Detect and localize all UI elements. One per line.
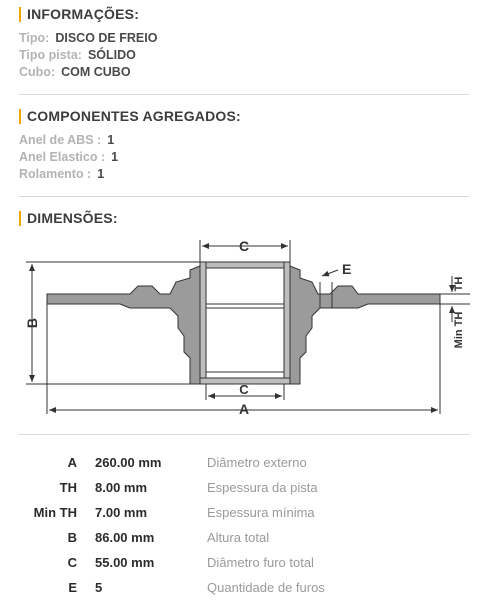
spec-value: 86.00 mm xyxy=(95,530,155,545)
spec-row xyxy=(0,455,492,473)
component-label: Anel de ABS : xyxy=(19,133,102,147)
spec-code: Min TH xyxy=(33,505,77,520)
spec-value: 260.00 mm xyxy=(95,455,162,470)
label-a: A xyxy=(238,401,250,417)
spec-code: A xyxy=(67,455,77,470)
component-label: Anel Elastico : xyxy=(19,150,106,164)
dimension-a xyxy=(47,304,440,414)
label-c-top: C xyxy=(238,238,250,254)
spec-code: E xyxy=(68,580,77,595)
spec-description: Quantidade de furos xyxy=(207,580,325,595)
info-label: Tipo: xyxy=(19,31,50,45)
components-section-title: COMPONENTES AGREGADOS: xyxy=(19,109,241,124)
spec-code: B xyxy=(67,530,77,545)
component-value: 1 xyxy=(107,133,115,147)
brake-disc-drawing xyxy=(0,232,492,432)
spec-description: Diâmetro externo xyxy=(207,455,307,470)
label-th: TH xyxy=(453,276,465,292)
label-b: B xyxy=(24,317,40,329)
spec-code: C xyxy=(67,555,77,570)
component-row-rolamento xyxy=(19,167,104,181)
info-label: Cubo: xyxy=(19,65,56,79)
spec-description: Espessura mínima xyxy=(207,505,315,520)
dimensions-section-title: DIMENSÕES: xyxy=(19,211,118,226)
spec-row xyxy=(0,555,492,573)
spec-description: Espessura da pista xyxy=(207,480,318,495)
component-value: 1 xyxy=(111,150,119,164)
component-label: Rolamento : xyxy=(19,167,92,181)
info-value: DISCO DE FREIO xyxy=(55,31,158,45)
label-e: E xyxy=(342,261,352,277)
spec-code: TH xyxy=(59,480,77,495)
info-section-title: INFORMAÇÕES: xyxy=(19,7,139,22)
info-row-cubo xyxy=(19,65,131,79)
bearing-lines xyxy=(206,304,284,372)
label-min-th: Min TH xyxy=(453,311,465,349)
spec-row xyxy=(0,580,492,598)
divider xyxy=(19,196,469,197)
info-row-tipo-pista xyxy=(19,48,136,62)
disc-cross-section xyxy=(47,262,440,384)
spec-description: Diâmetro furo total xyxy=(207,555,314,570)
label-c-bottom: C xyxy=(239,382,249,397)
component-row-anel xyxy=(19,150,118,164)
dimension-b xyxy=(26,262,200,384)
spec-row xyxy=(0,505,492,523)
divider xyxy=(19,434,469,435)
divider xyxy=(19,94,469,95)
info-row-tipo xyxy=(19,31,157,45)
spec-row xyxy=(0,480,492,498)
spec-value: 8.00 mm xyxy=(95,480,148,495)
info-value: SÓLIDO xyxy=(87,48,136,62)
info-value: COM CUBO xyxy=(61,65,131,79)
spec-value: 5 xyxy=(95,580,103,595)
spec-description: Altura total xyxy=(207,530,270,545)
component-value: 1 xyxy=(97,167,105,181)
spec-row xyxy=(0,530,492,548)
component-row-abs xyxy=(19,133,114,147)
spec-value: 7.00 mm xyxy=(95,505,148,520)
spec-value: 55.00 mm xyxy=(95,555,155,570)
info-label: Tipo pista: xyxy=(19,48,82,62)
